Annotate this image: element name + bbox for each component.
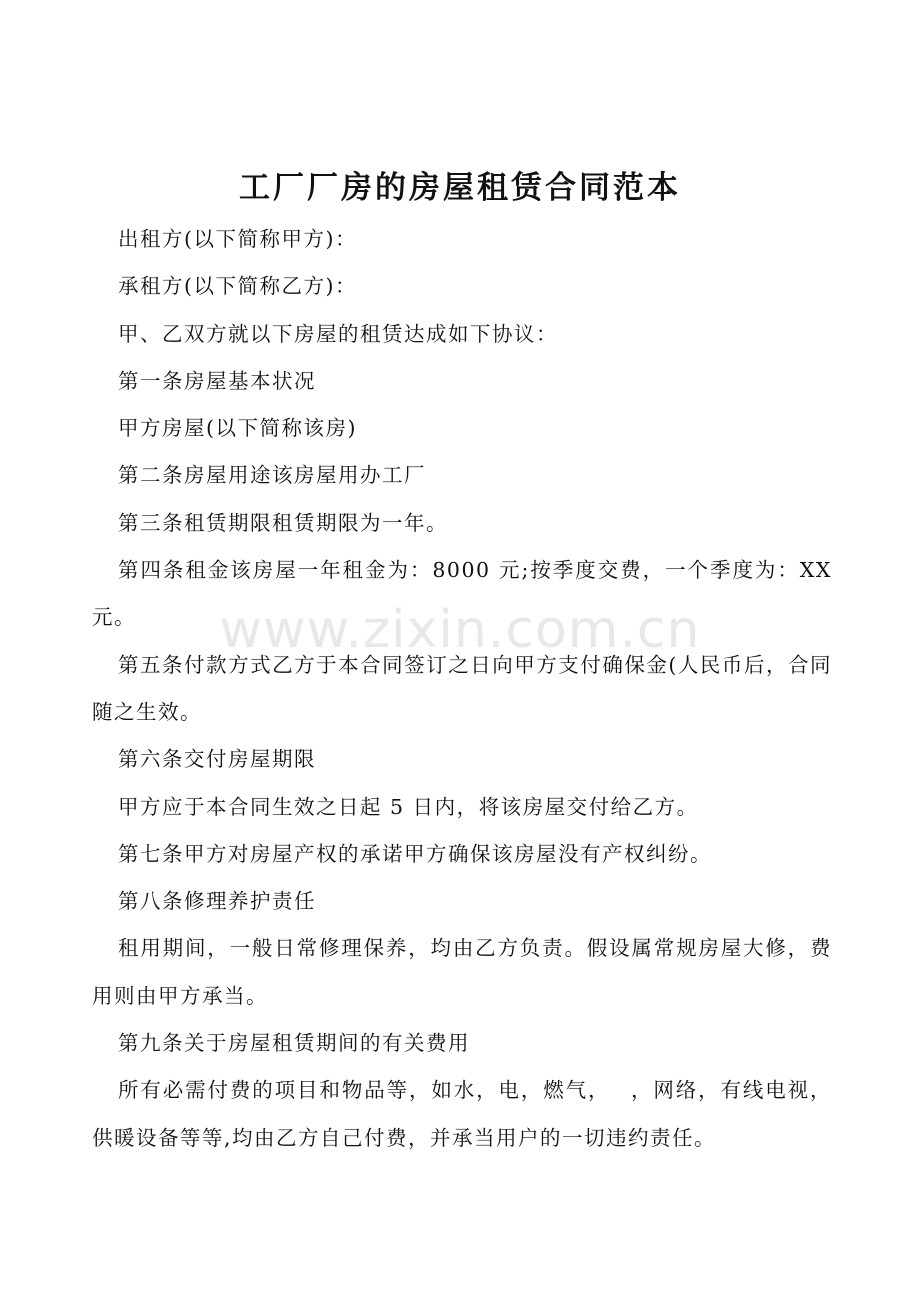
paragraph-article-2: 第二条房屋用途该房屋用办工厂: [118, 463, 426, 488]
document-title: 工厂厂房的房屋租赁合同范本: [239, 170, 681, 206]
watermark: www.zixin.com.cn: [219, 600, 701, 660]
paragraph-article-6: 第六条交付房屋期限: [118, 747, 316, 772]
paragraph-agreement: 甲、乙双方就以下房屋的租赁达成如下协议：: [118, 321, 558, 346]
paragraph-house: 甲方房屋(以下简称该房): [118, 416, 357, 441]
paragraph-article-9: 第九条关于房屋租赁期间的有关费用: [118, 1031, 470, 1056]
paragraph-delivery: 甲方应于本合同生效之日起 5 日内，将该房屋交付给乙方。: [118, 794, 699, 819]
paragraph-maintenance: 租用期间，一般日常修理保养，均由乙方负责。假设属常规房屋大修，费用则由甲方承当。: [92, 936, 832, 1008]
document-body: [92, 216, 841, 1162]
paragraph-article-7: 第七条甲方对房屋产权的承诺甲方确保该房屋没有产权纠纷。: [118, 841, 712, 866]
paragraph-lessee: 承租方(以下简称乙方)：: [118, 274, 357, 299]
paragraph-article-4: 第四条租金该房屋一年租金为：8000 元;按季度交费，一个季度为：XX 元。: [92, 558, 841, 630]
paragraph-article-5: 第五条付款方式乙方于本合同签订之日向甲方支付确保金(人民币后，合同随之生效。: [92, 652, 832, 724]
paragraph-article-1: 第一条房屋基本状况: [118, 368, 316, 393]
paragraph-fees: 所有必需付费的项目和物品等，如水，电，燃气， ，网络，有线电视，供暖设备等等,均由乙方自己付费，并承当用户的一切违约责任。: [92, 1078, 832, 1150]
paragraph-lessor: 出租方(以下简称甲方)：: [118, 227, 357, 251]
paragraph-article-3: 第三条租赁期限租赁期限为一年。: [118, 510, 448, 535]
paragraph-article-8: 第八条修理养护责任: [118, 889, 316, 914]
